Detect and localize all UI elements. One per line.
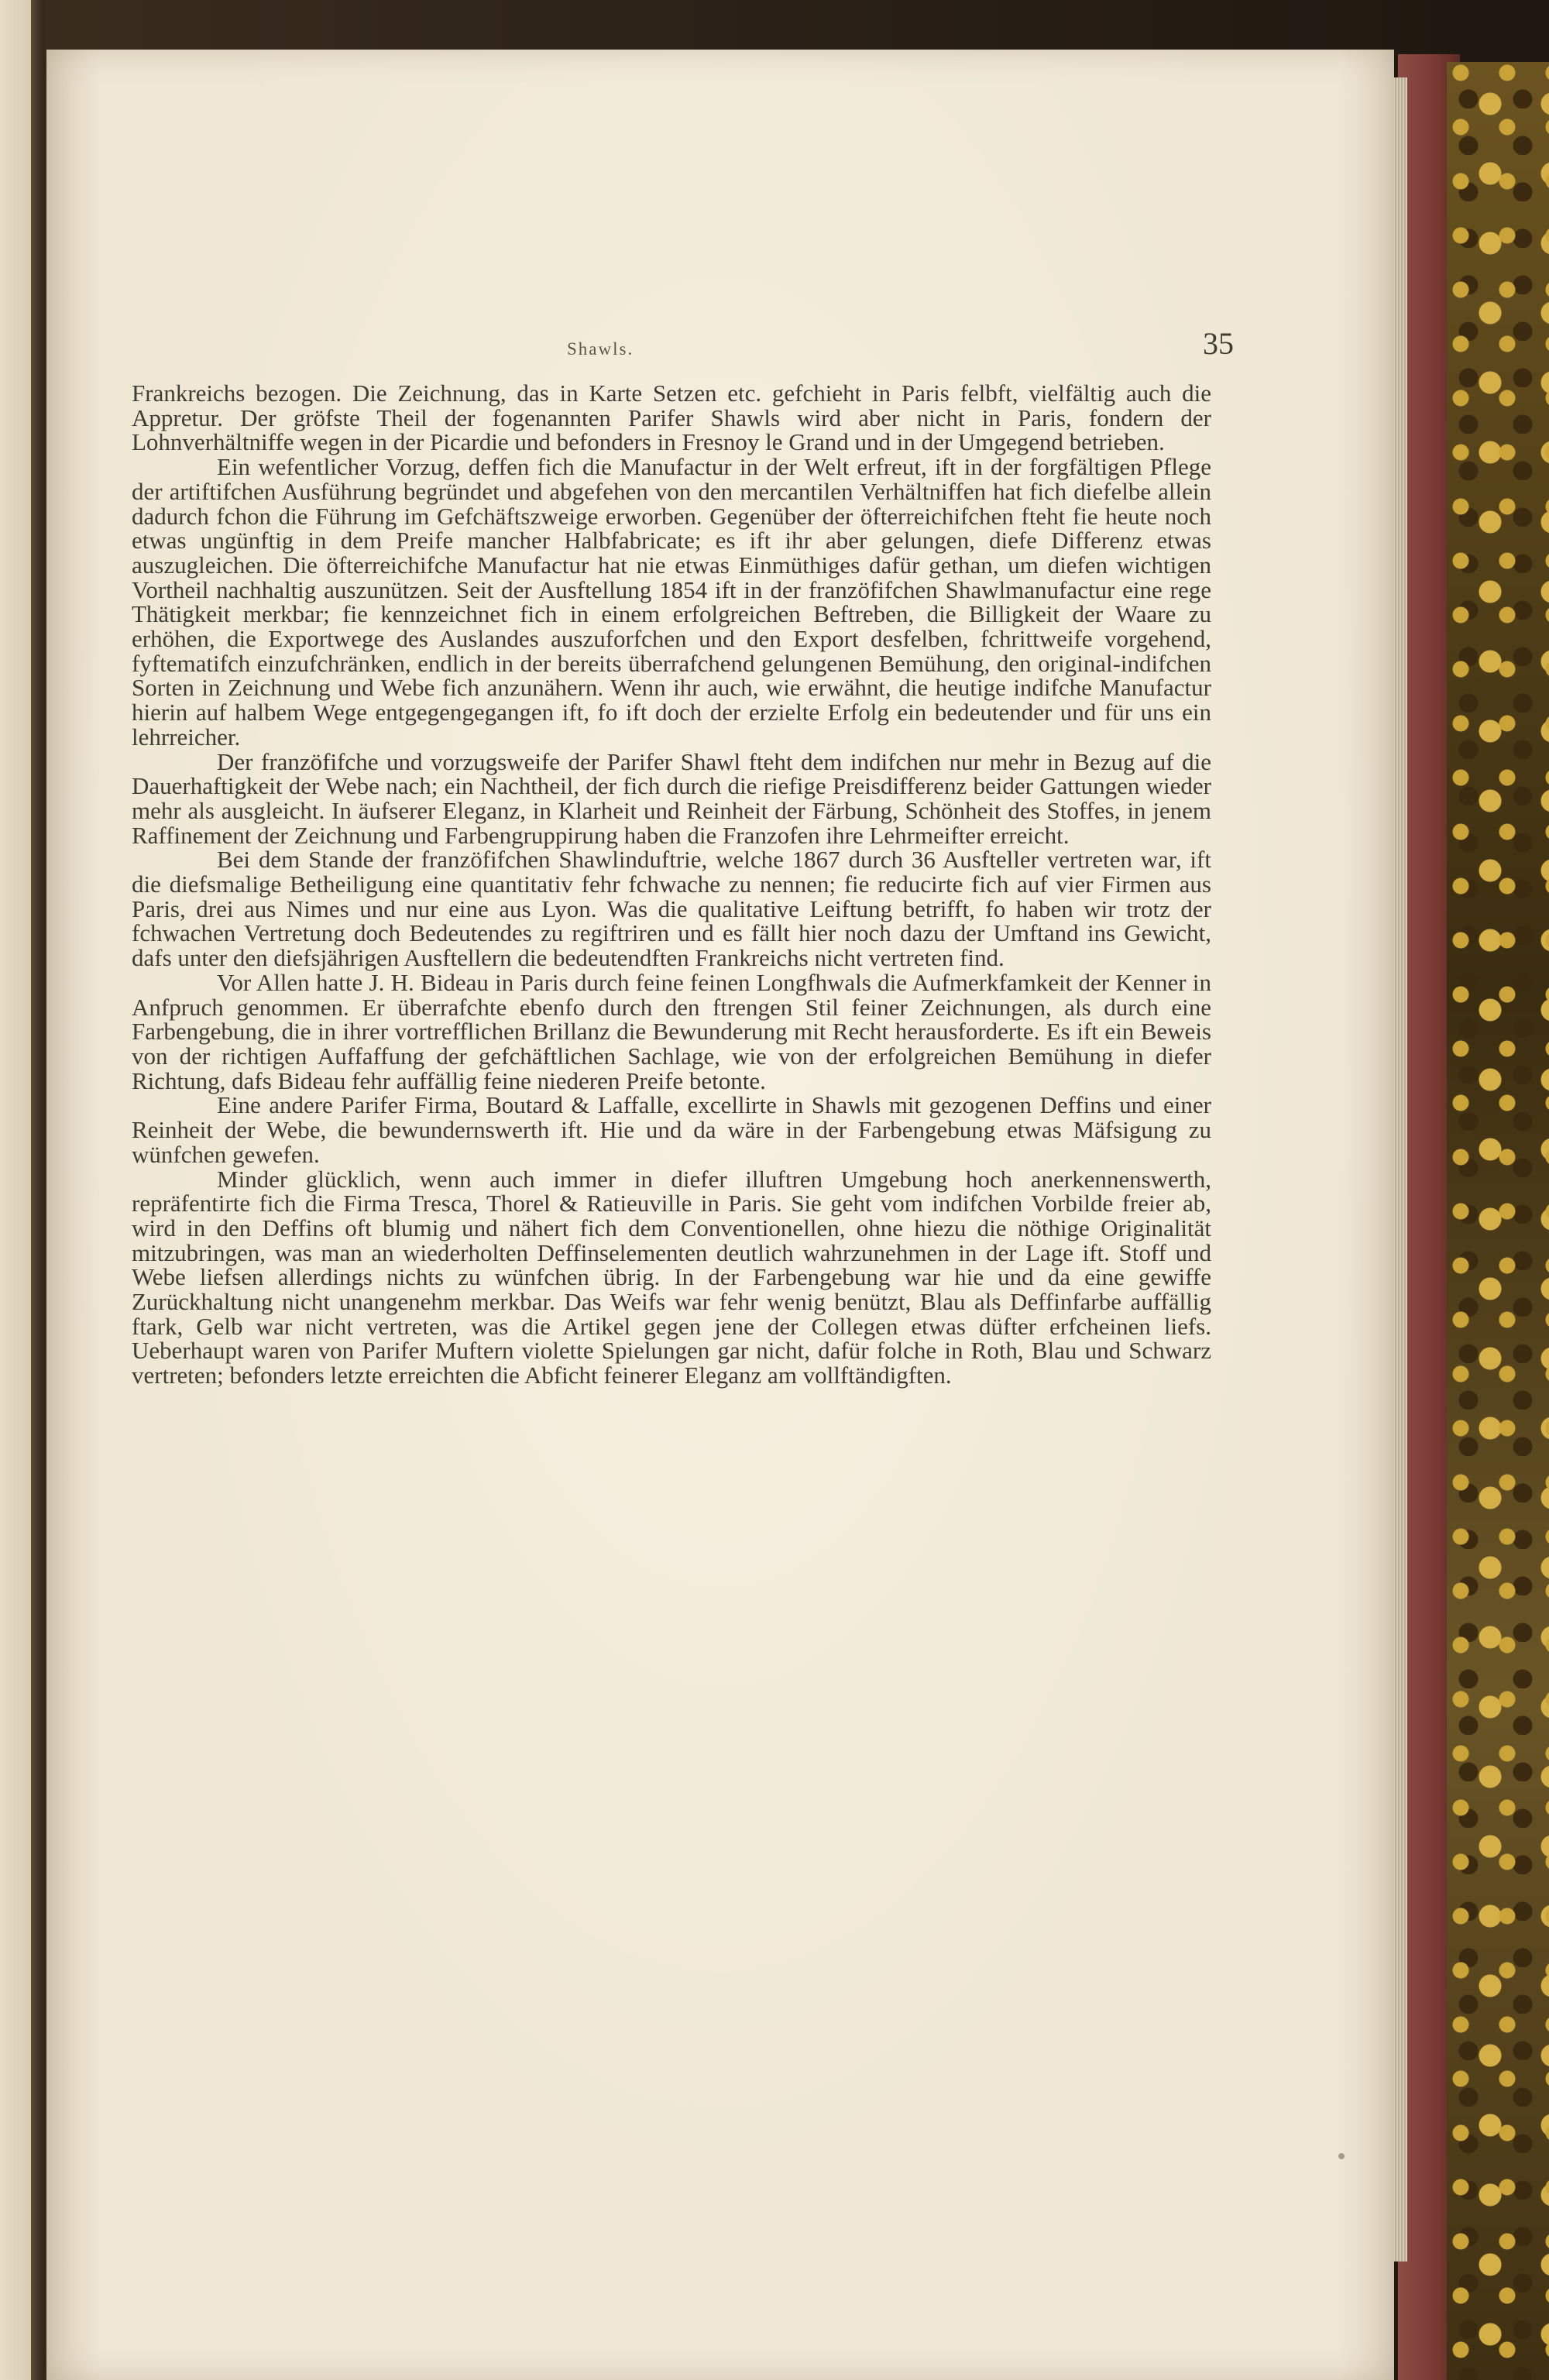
marbled-fore-edge <box>1447 62 1549 2380</box>
paragraph-5: Vor Allen hatte J. H. Bideau in Paris durch feine feinen Longfhwals die Aufmerkfamkeit der Kenner in Anfpruch genommen. Er überrafchte ebenfo durch den ftrengen Stil feiner Zeichnungen, als durch eine Farbengebung, die in ihrer vortrefflichen Brillanz die Bewunderung mit Recht herausforderte. Es ift ein Beweis von der richtigen Auffaffung der gefchäftlichen Sachlage, wie von der erfolgreichen Bemühung in diefer Richtung, dafs Bideau fehr auffällig feine niederen Preife betonte. <box>132 968 1211 1094</box>
paragraph-4: Bei dem Stande der franzöfifchen Shawlinduftrie, welche 1867 durch 36 Ausfteller vertreten war, ift die diefsmalige Betheiligung eine quantitativ fehr fchwache zu nennen; fie reducirte fich auf vier Firmen aus Paris, drei aus Nimes und nur eine aus Lyon. Was die qualitative Leiftung betrifft, fo haben wir trotz der fchwachen Vertretung doch Bedeutendes zu regiftriren und es fällt hier noch dazu der Umftand ins Gewicht, dafs unter den diefsjährigen Ausftellern die bedeutendften Frankreichs nicht vertreten find. <box>132 846 1211 972</box>
left-page-edge <box>0 0 31 2380</box>
paragraph-7: Minder glücklich, wenn auch immer in diefer illuftren Umgebung hoch anerkennenswerth, repräfentirte fich die Firma Tresca, Thorel & Ratieuville in Paris. Sie geht vom indifchen Vorbilde freier ab, wird in den Deffins oft blumig und nähert fich dem Conventionellen, ohne hiezu die nöthige Originalität mitzubringen, was man an wiederholten Deffinselementen deutlich wahrzunehmen in der Lage ift. Stoff und Webe liefsen allerdings nichts zu wünfchen übrig. In der Farbengebung war hie und da eine gewiffe Zurückhaltung nicht unangenehm merkbar. Das Weifs war fehr wenig benützt, Blau als Deffinfarbe auffällig ftark, Gelb war nicht vertreten, was die Artikel gegen jene der Collegen etwas düfter erfcheinen liefs. Ueberhaupt waren von Parifer Muftern violette Spielungen gar nicht, dafür folche in Roth, Blau und Schwarz vertreten; befonders letzte erreichten die Abficht feinerer Eleganz am vollftändigften. <box>132 1165 1211 1389</box>
body-text <box>132 381 1211 1388</box>
paragraph-6: Eine andere Parifer Firma, Boutard & Laffalle, excellirte in Shawls mit gezogenen Deffins und einer Reinheit der Webe, die bewundernswerth ift. Hie und da wäre in der Farbengebung etwas Mäfsigung zu wünfchen gewefen. <box>132 1091 1211 1168</box>
paragraph-3: Der franzöfifche und vorzugsweife der Parifer Shawl fteht dem indifchen nur mehr in Bezug auf die Dauerhaftigkeit der Webe nach; ein Nachtheil, der fich durch die riefige Preisdifferenz beider Gattungen wieder mehr als ausgleicht. In äufserer Eleganz, in Klarheit und Reinheit der Färbung, Schönheit des Stoffes, in jenem Raffinement der Zeichnung und Farbengruppirung haben die Franzofen ihre Lehrmeifter erreicht. <box>132 747 1211 849</box>
running-head: Shawls. <box>567 339 634 359</box>
page-speck <box>1338 2153 1345 2159</box>
paragraph-2: Ein wefentlicher Vorzug, deffen fich die Manufactur in der Welt erfreut, ift in der forgfältigen Pflege der artiftifchen Ausführung begründet und abgefehen von den mercantilen Verhältniffen hat fich diefelbe allein dadurch fchon die Führung im Gefchäftszweige erworben. Gegenüber der öfterreichifchen fteht fie heute noch etwas ungünftig in dem Preife mancher Halbfabricate; es ift ihr aber gelungen, diefe Differenz etwas auszugleichen. Die öfterreichifche Manufactur hat nie etwas Einmüthiges dafür gethan, um diefen wichtigen Vortheil nachhaltig auszunützen. Seit der Ausftellung 1854 ift in der franzöfifchen Shawlmanufactur eine rege Thätigkeit merkbar; fie kennzeichnet fich in einem erfolgreichen Beftreben, die Billigkeit der Waare zu erhöhen, die Exportwege des Auslandes auszuforfchen und den Export desfelben, fchrittweife vorgehend, fyftematifch einzufchränken, endlich in der bereits überrafchend gelungenen Bemühung, den original-indifchen Sorten in Zeichnung und Webe fich anzunähern. Wenn ihr auch, wie erwähnt, die heutige indifche Manufactur hierin auf halbem Wege entgegengegangen ift, fo ift doch der erzielte Erfolg ein bedeutender und für uns ein lehrreicher. <box>132 453 1211 750</box>
book-page <box>46 50 1394 2380</box>
page-number: 35 <box>1203 326 1234 361</box>
paragraph-1: Frankreichs bezogen. Die Zeichnung, das in Karte Setzen etc. gefchieht in Paris felbft, vielfältig auch die Appretur. Der gröfste Theil der fogenannten Parifer Shawls wird aber nicht in Paris, fondern der Lohnverhältniffe wegen in der Picardie und befonders in Fresnoy le Grand und in der Umgegend betrieben. <box>132 379 1211 456</box>
book-gutter <box>31 0 45 2380</box>
